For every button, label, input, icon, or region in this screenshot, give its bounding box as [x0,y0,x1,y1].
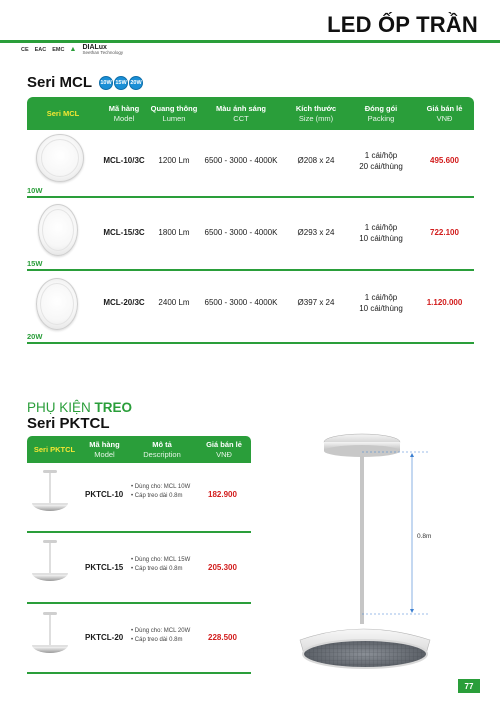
page-number: 77 [458,679,480,693]
title-rule [0,40,500,43]
accessory-title-strong: TREO [94,400,133,415]
pk-header-model-l2: Model [94,450,115,459]
header-series-label: Seri MCL [46,109,80,118]
row-divider [27,602,251,604]
mcl-15-lamp-image [38,204,78,256]
header-packing-l1: Đóng gói [364,104,398,113]
mcl-row-pack1: 1 cái/hộp [364,151,398,160]
pk-header-series [27,436,82,463]
header-price [415,97,474,130]
mcl-row-cct: 6500 - 3000 - 4000K [204,228,278,237]
mcl-row-watt: 15W [27,259,43,268]
header-cct-l2: CCT [233,114,249,123]
mcl-row-pack1: 1 cái/hộp [364,223,398,232]
mcl-row-cct: 6500 - 3000 - 4000K [204,156,278,165]
pk-header-model [82,436,127,463]
mcl-row-model: MCL-10/3C [103,156,145,165]
pktcl-10-pendant-image [30,470,70,520]
pk-header-price-l2: VNĐ [216,450,232,459]
pk-row-desc2: • Cáp treo dài 0.8m [131,565,183,572]
mcl-series-title: Seri MCL [27,74,93,91]
pk-header-price [197,436,251,463]
row-divider [27,196,474,198]
badge-10w: 10W [99,76,113,90]
header-model-l2: Model [113,114,135,123]
pk-row-model: PKTCL-10 [85,490,124,499]
header-cct-l1: Màu ánh sáng [215,104,266,113]
mcl-row-packing [347,150,415,172]
pk-row-desc [131,556,190,573]
dialux-sub: Seethan Technology [82,50,124,55]
pk-row-desc1: • Dùng cho: MCL 15W [131,557,191,563]
header-lumen-l1: Quang thông [150,104,198,113]
mcl-row-size: Ø293 x 24 [297,228,335,237]
pk-row-desc [131,483,190,500]
accessory-title [27,400,132,415]
header-series [27,97,99,130]
badge-20w: 20W [129,76,143,90]
mcl-row-model: MCL-20/3C [103,298,145,307]
mcl-row-watt: 20W [27,332,43,341]
mcl-10-lamp-image [36,134,84,182]
accessory-title-prefix: PHỤ KIỆN [27,400,91,415]
badge-15w: 15W [114,76,128,90]
mcl-row-pack2: 10 cái/thùng [359,234,403,243]
header-size-l1: Kích thước [295,104,337,113]
mcl-row-lumen: 2400 Lm [158,298,190,307]
header-packing-l2: Packing [367,114,395,123]
pk-header-model-l1: Mã hàng [89,440,120,449]
pk-row-model: PKTCL-15 [85,563,124,572]
pktcl-15-pendant-image [30,540,70,590]
ce-mark: CE [21,46,29,53]
dialux-logo [82,44,123,56]
header-price-l1: Giá bán lẻ [426,104,463,113]
row-divider [27,342,474,344]
header-size-l2: Size (mm) [298,114,334,123]
mcl-row-pack2: 20 cái/thùng [359,162,403,171]
mcl-row-packing [347,222,415,244]
certification-row [20,44,123,56]
header-model-l1: Mã hàng [108,104,140,113]
mcl-row-price: 722.100 [430,228,459,237]
pk-row-desc1: • Dùng cho: MCL 20W [131,628,191,634]
mcl-row-pack1: 1 cái/hộp [364,293,398,302]
mcl-row-size: Ø397 x 24 [297,298,335,307]
pendant-illustration [290,432,470,682]
header-price-l2: VNĐ [436,114,453,123]
mcl-row-pack2: 10 cái/thùng [359,304,403,313]
emc-mark: EMC [52,46,65,53]
mcl-row-lumen: 1800 Lm [158,228,190,237]
mcl-table-header [27,97,474,130]
pk-header-desc [127,436,197,463]
pk-header-desc-l1: Mô tả [152,440,172,449]
dimension-label: 0.8m [417,533,432,540]
pk-row-desc2: • Cáp treo dài 0.8m [131,636,183,643]
mcl-row-size: Ø208 x 24 [297,156,335,165]
page-title: LED ỐP TRẦN [327,12,478,37]
pk-row-desc [131,627,190,644]
pk-header-price-l1: Giá bán lẻ [206,440,242,449]
header-size [285,97,347,130]
row-divider [27,672,251,674]
pktcl-20-pendant-image [30,612,70,662]
mcl-row-price: 1.120.000 [426,298,463,307]
pktcl-series-title: Seri PKTCL [27,415,110,432]
pendant-drawing [290,432,470,682]
mcl-row-watt: 10W [27,186,43,195]
pktcl-table-header [27,436,251,463]
mcl-series-heading [27,74,143,91]
mcl-row-price: 495.600 [430,156,459,165]
dialux-label: DIALux [82,44,107,51]
pk-header-series-label: Seri PKTCL [33,445,76,454]
pk-row-price: 182.900 [208,490,237,499]
row-divider [27,531,251,533]
row-divider [27,269,474,271]
header-cct [197,97,285,130]
pk-row-price: 205.300 [208,563,237,572]
warning-triangle-icon: ▲ [69,46,77,54]
mcl-20-lamp-image [36,278,78,330]
pk-row-desc2: • Cáp treo dài 0.8m [131,492,183,499]
mcl-row-lumen: 1200 Lm [158,156,190,165]
header-lumen [143,97,205,130]
mcl-row-packing [347,292,415,314]
pk-row-desc1: • Dùng cho: MCL 10W [131,484,191,490]
pk-row-price: 228.500 [208,633,237,642]
pk-header-desc-l2: Description [143,450,181,459]
header-packing [347,97,415,130]
mcl-row-model: MCL-15/3C [103,228,145,237]
eac-mark: EAC [34,46,47,53]
pk-row-model: PKTCL-20 [85,633,124,642]
mcl-row-cct: 6500 - 3000 - 4000K [204,298,278,307]
header-lumen-l2: Lumen [162,114,186,123]
